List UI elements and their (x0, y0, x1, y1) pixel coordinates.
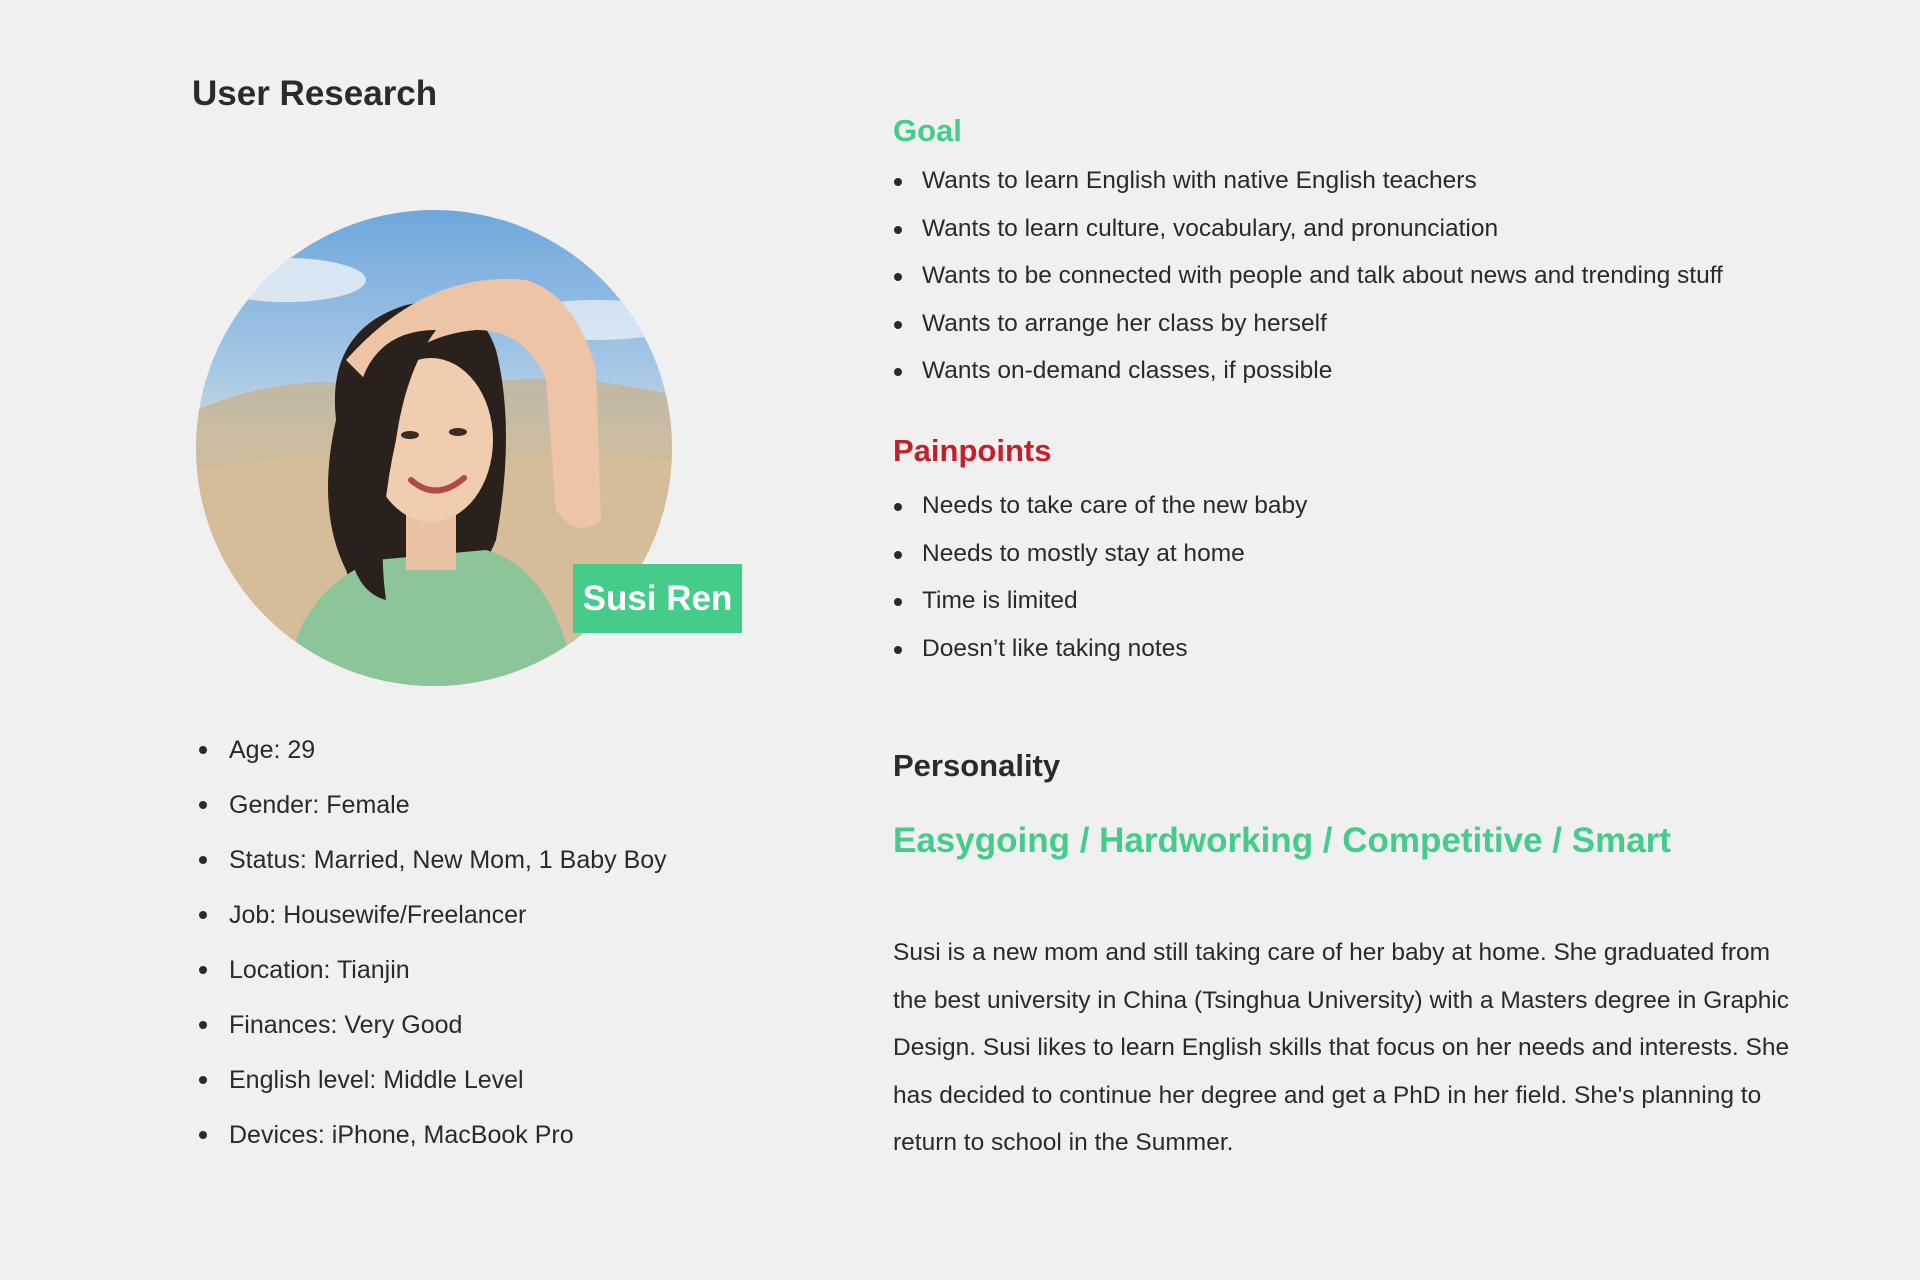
persona-facts-list (196, 730, 756, 1170)
painpoint-item: Time is limited (893, 584, 1793, 632)
goal-item: Wants to learn culture, vocabulary, and pronunciation (893, 212, 1793, 260)
painpoint-item: Doesn’t like taking notes (893, 632, 1793, 680)
fact-location: Location: Tianjin (196, 950, 756, 1005)
goal-item: Wants on-demand classes, if possible (893, 354, 1793, 402)
painpoints-list (893, 489, 1793, 679)
fact-status: Status: Married, New Mom, 1 Baby Boy (196, 840, 756, 895)
fact-english-level: English level: Middle Level (196, 1060, 756, 1115)
goal-heading: Goal (893, 113, 962, 148)
painpoint-item: Needs to take care of the new baby (893, 489, 1793, 537)
fact-gender: Gender: Female (196, 785, 756, 840)
persona-name-badge: Susi Ren (573, 564, 742, 633)
goal-item: Wants to learn English with native English teachers (893, 164, 1793, 212)
personality-traits: Easygoing / Hardworking / Competitive / Smart (893, 821, 1671, 860)
fact-devices: Devices: iPhone, MacBook Pro (196, 1115, 756, 1170)
goal-item: Wants to be connected with people and talk about news and trending stuff (893, 259, 1793, 307)
fact-age: Age: 29 (196, 730, 756, 785)
personality-heading: Personality (893, 748, 1061, 783)
page-title: User Research (192, 74, 438, 113)
fact-finances: Finances: Very Good (196, 1005, 756, 1060)
fact-job: Job: Housewife/Freelancer (196, 895, 756, 950)
persona-bio: Susi is a new mom and still taking care of her baby at home. She graduated from the best university in China (Tsinghua University) with a Masters degree in Graphic Design. Susi likes to learn English skills that focus on her needs and interests. She has decided to continue her degree and get a PhD in her field. She's planning to return to school in the Summer. (893, 939, 1790, 1156)
goal-list (893, 164, 1793, 402)
goal-item: Wants to arrange her class by herself (893, 307, 1793, 355)
painpoints-heading: Painpoints (893, 433, 1052, 468)
painpoint-item: Needs to mostly stay at home (893, 537, 1793, 585)
